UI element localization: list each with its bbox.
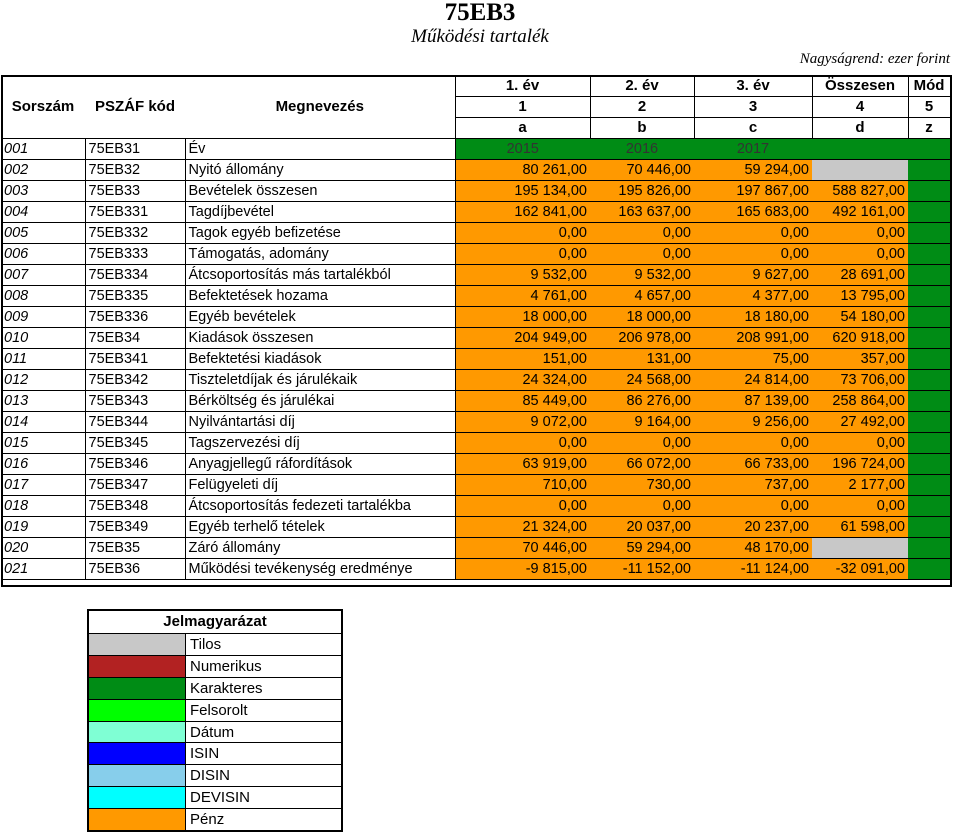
cell-year-3[interactable]: 24 814,00: [694, 370, 812, 391]
table-row: [1, 160, 950, 181]
cell-mode[interactable]: [908, 181, 950, 202]
cell-mode[interactable]: [908, 433, 950, 454]
cell-year-3[interactable]: 208 991,00: [694, 328, 812, 349]
cell-total[interactable]: 13 795,00: [812, 286, 908, 307]
legend-swatch: [89, 700, 186, 721]
row-name: Felügyeleti díj: [185, 475, 455, 496]
cell-total[interactable]: 0,00: [812, 433, 908, 454]
table-row: [1, 181, 950, 202]
table-row: [1, 307, 950, 328]
col-year-1: 1. év: [455, 76, 590, 97]
cell-year-2[interactable]: 0,00: [590, 223, 694, 244]
row-code: 002: [1, 160, 85, 181]
cell-total[interactable]: 258 864,00: [812, 391, 908, 412]
col-num-4: 4: [812, 97, 908, 118]
cell-total[interactable]: 61 598,00: [812, 517, 908, 538]
cell-year-1[interactable]: 24 324,00: [455, 370, 590, 391]
row-code: 019: [1, 517, 85, 538]
cell-year-2[interactable]: 131,00: [590, 349, 694, 370]
cell-year-2[interactable]: 86 276,00: [590, 391, 694, 412]
cell-total[interactable]: 27 492,00: [812, 412, 908, 433]
row-pszaf-code: 75EB336: [85, 307, 185, 328]
cell-year-3[interactable]: 9 627,00: [694, 265, 812, 286]
col-letter-c: c: [694, 118, 812, 139]
cell-year-3[interactable]: 737,00: [694, 475, 812, 496]
table-row: [1, 559, 950, 580]
row-code: 017: [1, 475, 85, 496]
row-name: Nyilvántartási díj: [185, 412, 455, 433]
cell-year-2[interactable]: 2016: [590, 139, 694, 160]
row-pszaf-code: 75EB32: [85, 160, 185, 181]
cell-year-2[interactable]: 70 446,00: [590, 160, 694, 181]
cell-year-3[interactable]: 0,00: [694, 496, 812, 517]
cell-year-2[interactable]: 206 978,00: [590, 328, 694, 349]
cell-year-2[interactable]: 730,00: [590, 475, 694, 496]
table-row: [1, 139, 950, 160]
cell-total[interactable]: 0,00: [812, 496, 908, 517]
header-row-numbers: [1, 97, 950, 118]
unit-note: Nagyságrend: ezer forint: [799, 51, 950, 67]
col-year-3: 3. év: [694, 76, 812, 97]
legend-swatch: [89, 678, 186, 699]
cell-year-1[interactable]: 710,00: [455, 475, 590, 496]
legend-item: [89, 634, 341, 656]
cell-year-1[interactable]: 0,00: [455, 496, 590, 517]
row-pszaf-code: 75EB331: [85, 202, 185, 223]
report-table: [1, 75, 951, 580]
row-name: Év: [185, 139, 455, 160]
cell-year-1[interactable]: 0,00: [455, 244, 590, 265]
row-code: 020: [1, 538, 85, 559]
row-name: Működési tevékenység eredménye: [185, 559, 455, 580]
col-letter-z: z: [908, 118, 950, 139]
cell-year-1[interactable]: 9 532,00: [455, 265, 590, 286]
cell-year-3[interactable]: 4 377,00: [694, 286, 812, 307]
row-code: 012: [1, 370, 85, 391]
row-name: Átcsoportosítás fedezeti tartalékba: [185, 496, 455, 517]
col-num-2: 2: [590, 97, 694, 118]
cell-year-2[interactable]: 0,00: [590, 496, 694, 517]
col-mode: Mód: [908, 76, 950, 97]
cell-total[interactable]: 2 177,00: [812, 475, 908, 496]
cell-year-3[interactable]: 0,00: [694, 223, 812, 244]
row-name: Befektetések hozama: [185, 286, 455, 307]
table-row: [1, 286, 950, 307]
legend-item: [89, 809, 341, 830]
table-row: [1, 349, 950, 370]
cell-mode[interactable]: [908, 307, 950, 328]
legend-item: [89, 765, 341, 787]
legend-label: Dátum: [190, 723, 235, 741]
table-row: [1, 265, 950, 286]
cell-year-2[interactable]: 4 657,00: [590, 286, 694, 307]
legend-swatch: [89, 656, 186, 677]
cell-mode[interactable]: [908, 265, 950, 286]
cell-year-1[interactable]: 162 841,00: [455, 202, 590, 223]
legend-label: Felsorolt: [190, 701, 248, 719]
row-pszaf-code: 75EB34: [85, 328, 185, 349]
legend-swatch: [89, 743, 186, 764]
row-code: 006: [1, 244, 85, 265]
cell-mode[interactable]: [908, 370, 950, 391]
cell-total[interactable]: 73 706,00: [812, 370, 908, 391]
cell-mode[interactable]: [908, 223, 950, 244]
header-row-letters: [1, 118, 950, 139]
cell-mode[interactable]: [908, 160, 950, 181]
row-code: 021: [1, 559, 85, 580]
row-pszaf-code: 75EB33: [85, 181, 185, 202]
row-code: 007: [1, 265, 85, 286]
table-row: [1, 202, 950, 223]
row-code: 016: [1, 454, 85, 475]
cell-total[interactable]: 357,00: [812, 349, 908, 370]
cell-year-3[interactable]: 0,00: [694, 244, 812, 265]
cell-year-1[interactable]: 2015: [455, 139, 590, 160]
cell-year-3[interactable]: 0,00: [694, 433, 812, 454]
cell-year-1[interactable]: 18 000,00: [455, 307, 590, 328]
row-code: 008: [1, 286, 85, 307]
cell-mode[interactable]: [908, 244, 950, 265]
cell-total[interactable]: 588 827,00: [812, 181, 908, 202]
table-row: [1, 391, 950, 412]
row-pszaf-code: 75EB36: [85, 559, 185, 580]
legend-swatch: [89, 809, 186, 830]
col-year-2: 2. év: [590, 76, 694, 97]
col-letter-a: a: [455, 118, 590, 139]
row-name: Bevételek összesen: [185, 181, 455, 202]
row-name: Záró állomány: [185, 538, 455, 559]
cell-year-3[interactable]: 48 170,00: [694, 538, 812, 559]
cell-mode[interactable]: [908, 286, 950, 307]
cell-year-3[interactable]: -11 124,00: [694, 559, 812, 580]
row-name: Tagszervezési díj: [185, 433, 455, 454]
cell-year-3[interactable]: 2017: [694, 139, 812, 160]
legend-label: Numerikus: [190, 657, 262, 675]
cell-year-1[interactable]: 4 761,00: [455, 286, 590, 307]
row-code: 010: [1, 328, 85, 349]
col-letter-d: d: [812, 118, 908, 139]
row-pszaf-code: 75EB31: [85, 139, 185, 160]
row-name: Egyéb terhelő tételek: [185, 517, 455, 538]
header-row-years: [1, 76, 950, 97]
cell-year-2[interactable]: 20 037,00: [590, 517, 694, 538]
legend-label: Pénz: [190, 811, 225, 829]
row-name: Bérköltség és járulékai: [185, 391, 455, 412]
row-name: Tagdíjbevétel: [185, 202, 455, 223]
cell-year-1[interactable]: 85 449,00: [455, 391, 590, 412]
cell-year-2[interactable]: 66 072,00: [590, 454, 694, 475]
cell-year-1[interactable]: 21 324,00: [455, 517, 590, 538]
page-subtitle: Működési tartalék: [411, 26, 549, 47]
row-name: Nyitó állomány: [185, 160, 455, 181]
row-pszaf-code: 75EB347: [85, 475, 185, 496]
cell-year-2[interactable]: -11 152,00: [590, 559, 694, 580]
table-row: [1, 370, 950, 391]
row-code: 005: [1, 223, 85, 244]
table-row: [1, 328, 950, 349]
cell-year-2[interactable]: 195 826,00: [590, 181, 694, 202]
cell-year-2[interactable]: 163 637,00: [590, 202, 694, 223]
row-pszaf-code: 75EB349: [85, 517, 185, 538]
row-name: Tagok egyéb befizetése: [185, 223, 455, 244]
cell-year-1[interactable]: 80 261,00: [455, 160, 590, 181]
row-code: 014: [1, 412, 85, 433]
row-code: 018: [1, 496, 85, 517]
legend-item: [89, 656, 341, 678]
row-name: Anyagjellegű ráfordítások: [185, 454, 455, 475]
table-row: [1, 454, 950, 475]
col-pszaf: PSZÁF kód: [94, 98, 175, 115]
cell-year-2[interactable]: 0,00: [590, 433, 694, 454]
cell-year-1[interactable]: 63 919,00: [455, 454, 590, 475]
legend-label: DEVISIN: [190, 789, 251, 807]
cell-year-2[interactable]: 18 000,00: [590, 307, 694, 328]
row-code: 013: [1, 391, 85, 412]
row-code: 009: [1, 307, 85, 328]
row-name: Tiszteletdíjak és járulékaik: [185, 370, 455, 391]
table-row: [1, 433, 950, 454]
row-pszaf-code: 75EB343: [85, 391, 185, 412]
cell-year-1[interactable]: 0,00: [455, 223, 590, 244]
col-num-1: 1: [455, 97, 590, 118]
cell-year-3[interactable]: 20 237,00: [694, 517, 812, 538]
cell-mode[interactable]: [908, 475, 950, 496]
cell-year-1[interactable]: 204 949,00: [455, 328, 590, 349]
row-pszaf-code: 75EB346: [85, 454, 185, 475]
cell-year-3[interactable]: 18 180,00: [694, 307, 812, 328]
cell-year-2[interactable]: 9 164,00: [590, 412, 694, 433]
row-code: 003: [1, 181, 85, 202]
cell-mode[interactable]: [908, 328, 950, 349]
table-row: [1, 223, 950, 244]
cell-year-2[interactable]: 59 294,00: [590, 538, 694, 559]
table-row: [1, 496, 950, 517]
cell-total[interactable]: 54 180,00: [812, 307, 908, 328]
cell-total[interactable]: 28 691,00: [812, 265, 908, 286]
row-name: Befektetési kiadások: [185, 349, 455, 370]
row-name: Támogatás, adomány: [185, 244, 455, 265]
table-row: [1, 517, 950, 538]
cell-year-2[interactable]: 9 532,00: [590, 265, 694, 286]
cell-total[interactable]: [812, 538, 908, 559]
cell-year-3[interactable]: 66 733,00: [694, 454, 812, 475]
row-pszaf-code: 75EB344: [85, 412, 185, 433]
table-row: [1, 538, 950, 559]
cell-year-1[interactable]: 9 072,00: [455, 412, 590, 433]
col-megnevezes: Megnevezés: [275, 98, 364, 115]
row-code: 015: [1, 433, 85, 454]
row-name: Kiadások összesen: [185, 328, 455, 349]
col-num-5: 5: [908, 97, 950, 118]
col-sorszam: Sorszám: [11, 98, 75, 115]
row-pszaf-code: 75EB334: [85, 265, 185, 286]
table-row: [1, 475, 950, 496]
cell-year-2[interactable]: 0,00: [590, 244, 694, 265]
legend-item: [89, 743, 341, 765]
cell-year-1[interactable]: 70 446,00: [455, 538, 590, 559]
cell-mode[interactable]: [908, 517, 950, 538]
legend-label: ISIN: [190, 745, 220, 763]
cell-mode[interactable]: [908, 139, 950, 160]
legend-item: [89, 722, 341, 744]
cell-year-1[interactable]: 0,00: [455, 433, 590, 454]
cell-total[interactable]: -32 091,00: [812, 559, 908, 580]
row-pszaf-code: 75EB332: [85, 223, 185, 244]
cell-mode[interactable]: [908, 412, 950, 433]
row-pszaf-code: 75EB342: [85, 370, 185, 391]
cell-mode[interactable]: [908, 391, 950, 412]
cell-total[interactable]: [812, 139, 908, 160]
legend-label: DISIN: [190, 767, 231, 785]
cell-mode[interactable]: [908, 559, 950, 580]
cell-total[interactable]: 196 724,00: [812, 454, 908, 475]
cell-year-1[interactable]: -9 815,00: [455, 559, 590, 580]
row-pszaf-code: 75EB35: [85, 538, 185, 559]
cell-mode[interactable]: [908, 538, 950, 559]
legend-swatch: [89, 787, 186, 808]
legend-swatch: [89, 765, 186, 786]
row-code: 001: [1, 139, 85, 160]
row-name: Egyéb bevételek: [185, 307, 455, 328]
legend-label: Karakteres: [190, 679, 263, 697]
cell-mode[interactable]: [908, 202, 950, 223]
cell-year-3[interactable]: 165 683,00: [694, 202, 812, 223]
legend-label: Tilos: [190, 636, 222, 653]
cell-year-3[interactable]: 75,00: [694, 349, 812, 370]
row-code: 004: [1, 202, 85, 223]
legend-title: Jelmagyarázat: [89, 611, 341, 634]
cell-mode[interactable]: [908, 496, 950, 517]
legend-item: [89, 700, 341, 722]
col-letter-b: b: [590, 118, 694, 139]
row-name: Átcsoportosítás más tartalékból: [185, 265, 455, 286]
col-total: Összesen: [812, 76, 908, 97]
cell-year-3[interactable]: 9 256,00: [694, 412, 812, 433]
legend-item: [89, 787, 341, 809]
row-pszaf-code: 75EB345: [85, 433, 185, 454]
row-pszaf-code: 75EB335: [85, 286, 185, 307]
page-title: 75EB3: [444, 0, 516, 26]
cell-mode[interactable]: [908, 454, 950, 475]
cell-total[interactable]: 0,00: [812, 223, 908, 244]
cell-year-3[interactable]: 87 139,00: [694, 391, 812, 412]
cell-total[interactable]: 492 161,00: [812, 202, 908, 223]
cell-total[interactable]: 0,00: [812, 244, 908, 265]
legend-item: [89, 678, 341, 700]
cell-year-2[interactable]: 24 568,00: [590, 370, 694, 391]
cell-year-1[interactable]: 151,00: [455, 349, 590, 370]
legend-swatch: [89, 634, 186, 655]
col-num-3: 3: [694, 97, 812, 118]
cell-year-3[interactable]: 59 294,00: [694, 160, 812, 181]
row-pszaf-code: 75EB333: [85, 244, 185, 265]
row-pszaf-code: 75EB348: [85, 496, 185, 517]
legend: [87, 609, 343, 832]
table-row: [1, 244, 950, 265]
table-row: [1, 412, 950, 433]
cell-year-3[interactable]: 197 867,00: [694, 181, 812, 202]
cell-year-1[interactable]: 195 134,00: [455, 181, 590, 202]
row-code: 011: [1, 349, 85, 370]
row-pszaf-code: 75EB341: [85, 349, 185, 370]
cell-total[interactable]: 620 918,00: [812, 328, 908, 349]
legend-swatch: [89, 722, 186, 743]
cell-mode[interactable]: [908, 349, 950, 370]
cell-total[interactable]: [812, 160, 908, 181]
